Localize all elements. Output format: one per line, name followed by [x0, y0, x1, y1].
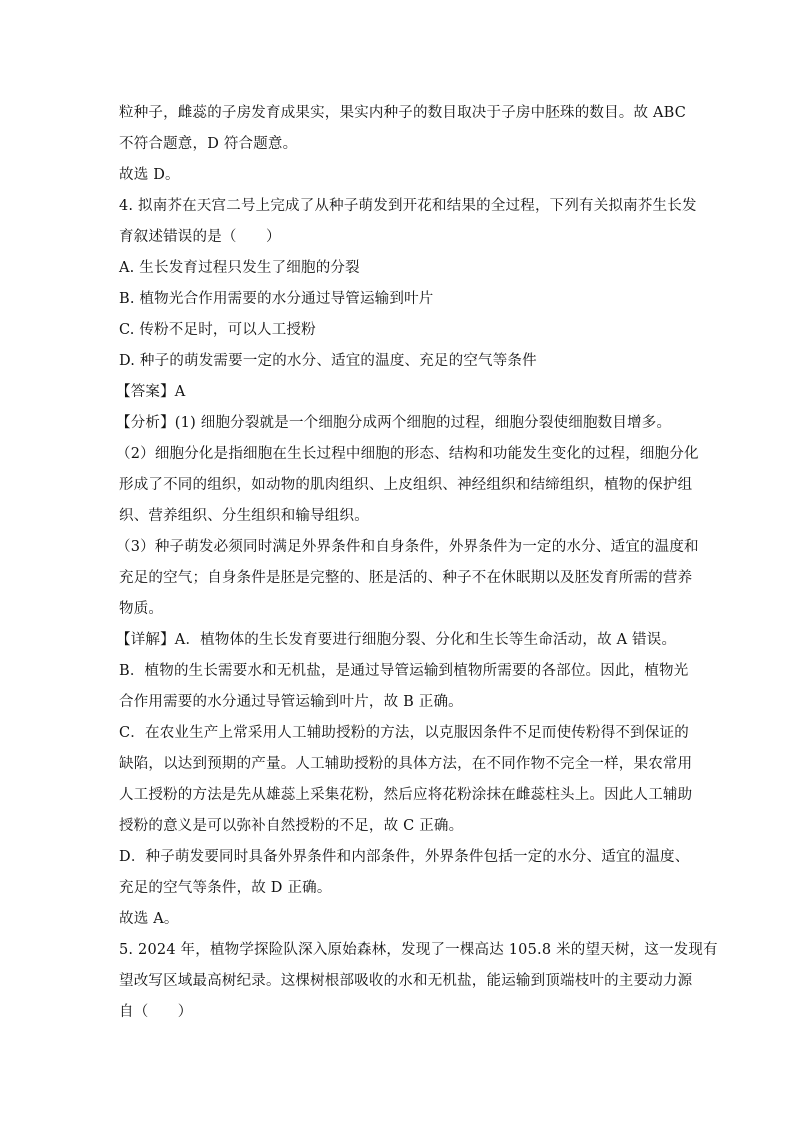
- explanation-line-6: 人工授粉的方法是先从雄蕊上采集花粉，然后应将花粉涂抹在雌蕊柱头上。因此人工辅助: [119, 787, 693, 803]
- analysis-line-4: 织、营养组织、分生组织和输导组织。: [119, 508, 369, 524]
- question-5-stem-line-2: 望改写区域最高树纪录。这棵树根部吸收的水和无机盐，能运输到顶端枝叶的主要动力源: [119, 973, 693, 989]
- analysis-line-5: （3）种子萌发必须同时满足外界条件和自身条件，外界条件为一定的水分、适宜的温度和: [116, 539, 699, 555]
- explanation-line-7: 授粉的意义是可以弥补自然授粉的不足，故 C 正确。: [119, 818, 464, 834]
- question-4-option-d: D. 种子的萌发需要一定的水分、适宜的温度、充足的空气等条件: [119, 353, 537, 369]
- question-4-option-a: A. 生长发育过程只发生了细胞的分裂: [119, 260, 360, 276]
- analysis-line-3: 形成了不同的组织，如动物的肌肉组织、上皮组织、神经组织和结缔组织，植物的保护组: [119, 477, 693, 493]
- analysis-line-6: 充足的空气；自身条件是胚是完整的、胚是活的、种子不在休眠期以及胚发育所需的营养: [119, 570, 693, 586]
- explanation-line-5: 缺陷，以达到预期的产量。人工辅助授粉的具体方法，在不同作物不完全一样，果农常用: [119, 756, 693, 772]
- text-line-1: 粒种子，雌蕊的子房发育成果实，果实内种子的数目取决于子房中胚珠的数目。故 ABC: [119, 105, 687, 121]
- question-4-stem-line-2: 育叙述错误的是（ ）: [119, 229, 281, 245]
- question-5-stem-line-3: 自（ ）: [119, 1004, 193, 1020]
- answer-line: 【答案】A: [116, 384, 186, 400]
- explanation-line-4: C．在农业生产上常采用人工辅助授粉的方法，以克服因条件不足而使传粉得不到保证的: [119, 725, 689, 741]
- question-4-option-b: B. 植物光合作用需要的水分通过导管运输到叶片: [119, 291, 434, 307]
- explanation-line-3: 合作用需要的水分通过导管运输到叶片，故 B 正确。: [119, 694, 463, 710]
- explanation-line-1: 【详解】A．植物体的生长发育要进行细胞分裂、分化和生长等生命活动，故 A 错误。: [116, 632, 677, 648]
- question-5-stem-line-1: 5. 2024 年，植物学探险队深入原始森林，发现了一棵高达 105.8 米的望天树，这一发现有: [119, 942, 718, 958]
- final-answer-line: 故选 A。: [119, 911, 179, 927]
- text-line-3: 故选 D。: [119, 167, 180, 183]
- explanation-line-2: B．植物的生长需要水和无机盐，是通过导管运输到植物所需要的各部位。因此，植物光: [119, 663, 689, 679]
- question-4-stem-line-1: 4. 拟南芥在天宫二号上完成了从种子萌发到开花和结果的全过程，下列有关拟南芥生长发: [119, 198, 697, 214]
- explanation-line-8: D．种子萌发要同时具备外界条件和内部条件，外界条件包括一定的水分、适宜的温度、: [119, 849, 690, 865]
- analysis-line-7: 物质。: [119, 601, 164, 617]
- analysis-line-2: （2）细胞分化是指细胞在生长过程中细胞的形态、结构和功能发生变化的过程，细胞分化: [116, 446, 699, 462]
- question-4-option-c: C. 传粉不足时，可以人工授粉: [119, 322, 316, 338]
- explanation-line-9: 充足的空气等条件，故 D 正确。: [119, 880, 332, 896]
- analysis-line-1: 【分析】(1) 细胞分裂就是一个细胞分成两个细胞的过程，细胞分裂使细胞数目增多。: [116, 415, 672, 431]
- text-line-2: 不符合题意，D 符合题意。: [119, 136, 298, 152]
